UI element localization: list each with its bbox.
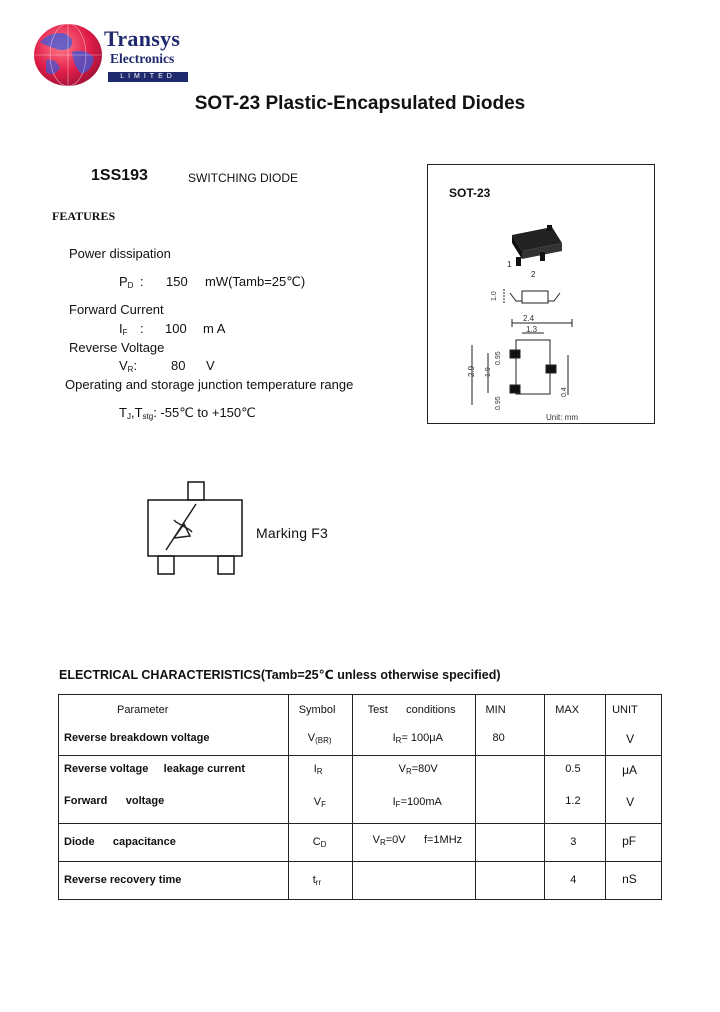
symbol-main: V xyxy=(307,732,316,744)
brand-limited: LIMITED xyxy=(108,72,188,82)
features-heading: FEATURES xyxy=(52,209,116,223)
row-max: 4 xyxy=(570,874,577,886)
if-line xyxy=(119,321,128,337)
row-min: 80 xyxy=(492,732,505,744)
if-symbol: I xyxy=(119,321,123,336)
dim-pitch: 1.9 xyxy=(485,367,492,377)
row-symbol xyxy=(289,756,352,776)
row-min xyxy=(476,824,545,836)
page-title: SOT-23 Plastic-Encapsulated Diodes xyxy=(194,93,526,114)
row-param: Reverse recovery time xyxy=(64,874,182,886)
company-logo xyxy=(32,22,104,88)
cond-rest: =0V f=1MHz xyxy=(385,834,463,846)
symbol-main: t xyxy=(312,874,316,886)
tstg-sub: stg xyxy=(142,412,154,421)
header-min: MIN xyxy=(485,704,506,716)
vr-label: Reverse Voltage xyxy=(69,340,165,355)
dim-thickness: 1.0 xyxy=(491,291,498,301)
row-unit: V xyxy=(626,795,635,809)
symbol-sub: rr xyxy=(315,878,322,887)
pd-symbol: P xyxy=(119,274,128,289)
table-row xyxy=(59,824,662,862)
symbol-main: C xyxy=(312,836,321,848)
row-param: Diode capacitance xyxy=(64,836,176,848)
row-cond xyxy=(353,776,475,809)
row-min xyxy=(476,756,545,763)
vr-value: 80 xyxy=(171,358,186,373)
symbol-main: V xyxy=(313,796,322,808)
symbol-sub: R xyxy=(316,767,323,776)
package-outline xyxy=(148,500,242,556)
header-unit: UNIT xyxy=(612,704,638,716)
package-top-view xyxy=(472,319,572,405)
electrical-table xyxy=(58,694,662,900)
if-sub: F xyxy=(122,328,128,337)
symbol-sub: D xyxy=(320,840,327,849)
diode-symbol xyxy=(166,504,196,550)
row-symbol xyxy=(289,776,352,809)
row-min xyxy=(476,862,545,874)
table-row xyxy=(59,862,662,900)
package-drawing xyxy=(430,205,652,410)
package-label: SOT-23 xyxy=(449,186,491,200)
if-value: 100 xyxy=(165,321,187,336)
row-max: 0.5 xyxy=(565,763,581,775)
table-row xyxy=(59,756,662,824)
tstg-symbol: ,T xyxy=(130,405,143,420)
cond-rest: =80V xyxy=(411,763,438,775)
pin-3-pad xyxy=(188,482,204,500)
dim-lead-width: 0.4 xyxy=(561,387,568,397)
row-param: Reverse voltage leakage current xyxy=(64,763,245,775)
unit-note: Unit: mm xyxy=(546,413,578,422)
vr-sep: : xyxy=(133,358,138,373)
cond-main: V xyxy=(372,834,380,846)
vr-line xyxy=(119,358,137,374)
cond-main: V xyxy=(398,763,406,775)
row-min xyxy=(476,763,545,783)
dim-width: 2.4 xyxy=(523,314,535,323)
dim-half-pitch-1: 0.95 xyxy=(495,351,502,365)
if-sep: : xyxy=(140,321,144,336)
part-number: 1SS193 xyxy=(91,167,148,184)
row-symbol xyxy=(289,824,352,849)
part-type: SWITCHING DIODE xyxy=(188,171,298,185)
row-unit: V xyxy=(626,732,635,746)
pin-2-label: 2 xyxy=(531,270,536,279)
row-unit: nS xyxy=(622,872,637,886)
symbol-main: I xyxy=(313,763,317,775)
if-label: Forward Current xyxy=(69,302,164,317)
marking-text: Marking F3 xyxy=(256,525,329,541)
temp-values: : -55℃ to +150℃ xyxy=(153,405,256,420)
row-max: 3 xyxy=(570,836,577,848)
row-symbol xyxy=(289,716,352,745)
temp-label: Operating and storage junction temperature range xyxy=(65,377,354,392)
row-max xyxy=(545,716,605,732)
row-unit: μA xyxy=(622,763,638,777)
vr-unit: V xyxy=(206,358,215,373)
pin-3-label: 3 xyxy=(549,231,554,240)
table-row xyxy=(59,695,662,756)
package-side-view xyxy=(504,289,560,303)
cond-rest: = 100μA xyxy=(401,732,443,744)
row-cond xyxy=(353,824,475,847)
header-conditions: Test conditions xyxy=(367,704,456,716)
marking-diagram xyxy=(146,478,248,578)
brand-subtitle: Electronics xyxy=(110,51,175,66)
cond-main: I xyxy=(392,796,396,808)
pd-unit: mW(Tamb=25℃) xyxy=(205,274,306,289)
row-cond xyxy=(353,716,475,745)
package-3d-view xyxy=(507,225,562,279)
tj-symbol: T xyxy=(119,405,127,420)
header-parameter: Parameter xyxy=(117,704,169,716)
row-symbol xyxy=(289,862,352,887)
pd-sub: D xyxy=(127,281,134,290)
pin-1-label: 1 xyxy=(507,260,512,269)
header-symbol: Symbol xyxy=(298,704,336,716)
vr-symbol: V xyxy=(119,358,128,373)
cond-main: I xyxy=(392,732,396,744)
pd-sep: : xyxy=(140,274,144,289)
temp-range xyxy=(119,405,256,421)
pin-2-pad xyxy=(218,556,234,574)
brand-name: Transys xyxy=(104,26,181,51)
row-unit: pF xyxy=(622,834,637,848)
cond-sub: R xyxy=(395,736,402,745)
pin-1-pad xyxy=(158,556,174,574)
header-max: MAX xyxy=(555,704,580,716)
cond-rest: =100mA xyxy=(400,796,442,808)
if-unit: m A xyxy=(203,321,226,336)
row-cond xyxy=(353,862,475,874)
cond-sub: R xyxy=(405,767,412,776)
row-max: 1.2 xyxy=(565,795,581,807)
pd-value: 150 xyxy=(166,274,188,289)
tj-sub: J xyxy=(126,412,131,421)
cond-sub: R xyxy=(379,838,386,847)
symbol-sub: (BR) xyxy=(315,736,332,745)
pd-line xyxy=(119,274,133,290)
power-label: Power dissipation xyxy=(69,246,171,261)
dim-body-width: 1.3 xyxy=(526,325,538,334)
cond-sub: F xyxy=(395,800,401,809)
row-cond xyxy=(353,756,475,776)
dim-half-pitch-2: 0.95 xyxy=(495,396,502,410)
dim-length: 2.9 xyxy=(467,365,476,377)
row-param: Forward voltage xyxy=(64,795,165,807)
row-param: Reverse breakdown voltage xyxy=(64,732,210,744)
vr-sub: R xyxy=(127,365,134,374)
electrical-title: ELECTRICAL CHARACTERISTICS(Tamb=25℃ unless otherwise specified) xyxy=(59,668,501,682)
symbol-sub: F xyxy=(321,800,326,809)
